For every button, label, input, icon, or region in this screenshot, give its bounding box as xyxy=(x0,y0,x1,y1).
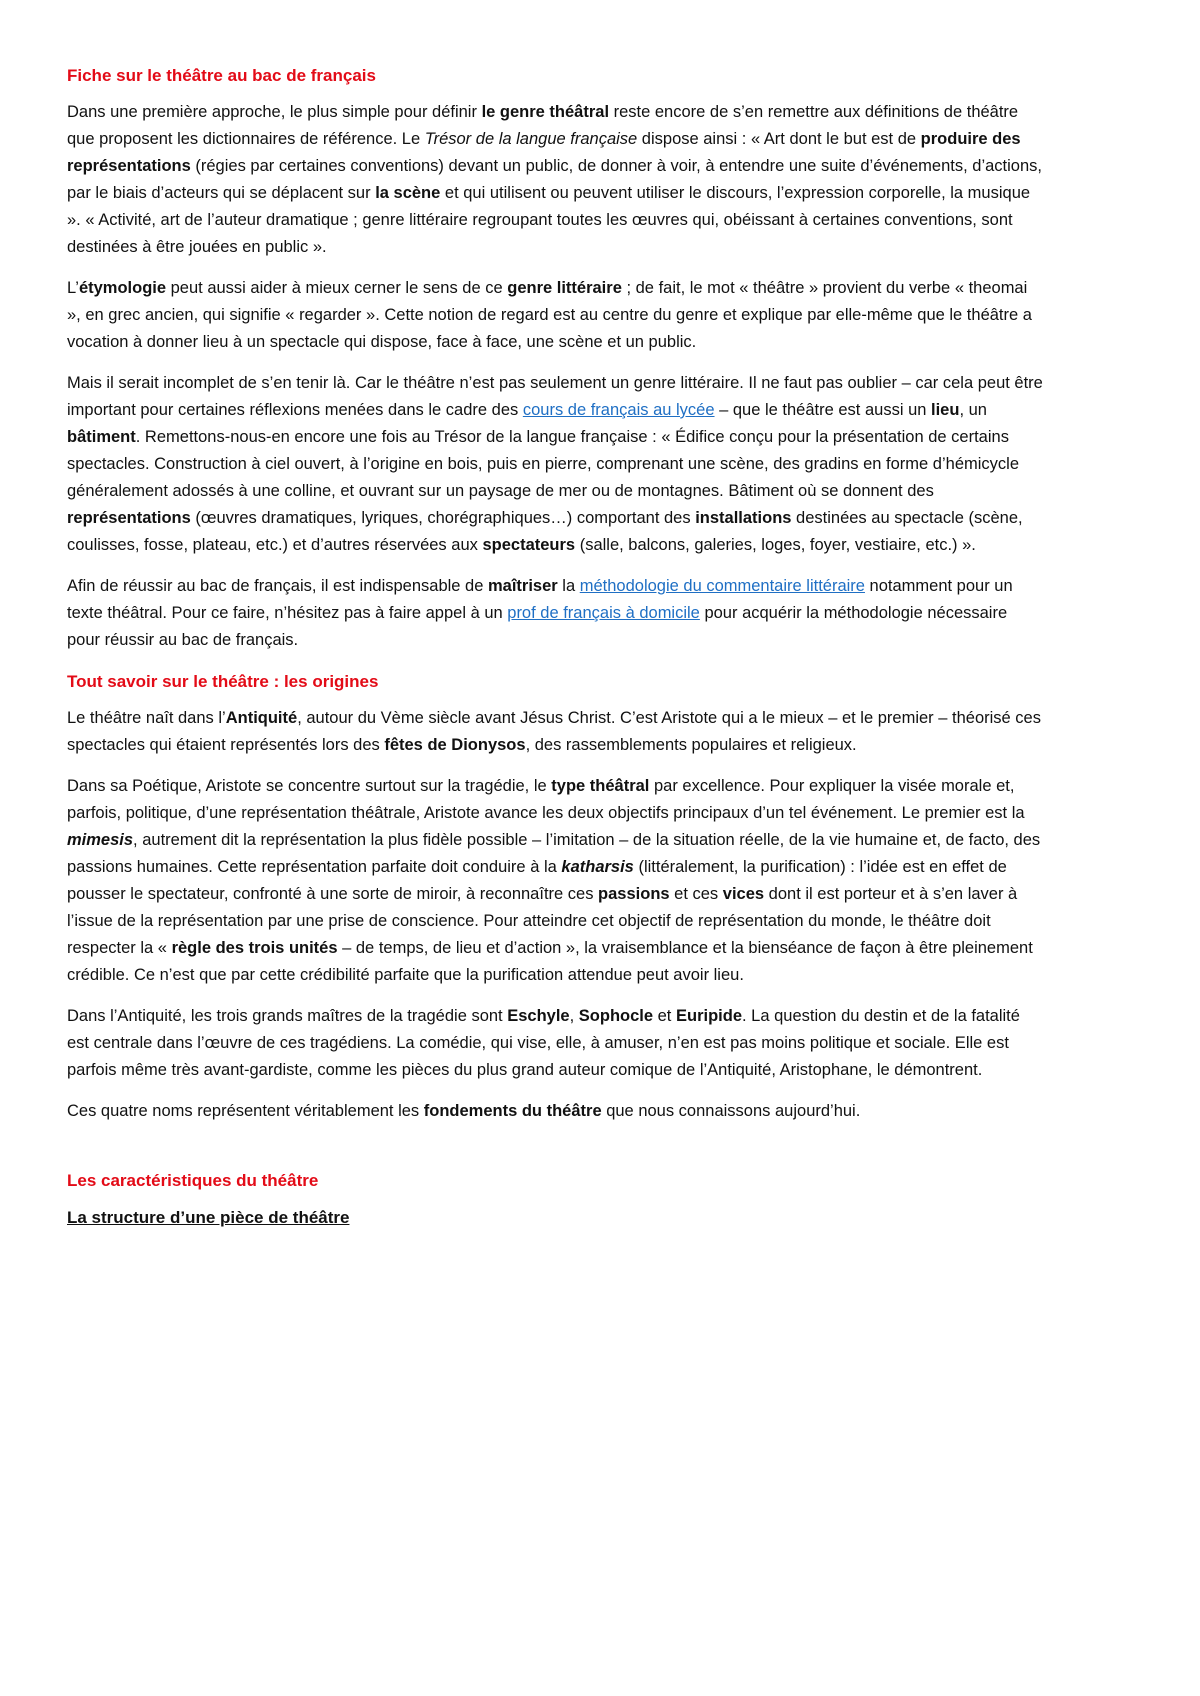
paragraph-definition: Dans une première approche, le plus simple pour définir le genre théâtral reste encore de s’en remettre aux définitions de théâtre que proposent les dictionnaires de référence. Le Trésor de la langue française dispose ainsi : « Art dont le but est de produire des représentations (régies par certaines conventions) devant un public, de donner à voir, à entendre une suite d’événements, d’actions, par le biais d’acteurs qui se déplacent sur la scène et qui utilisent ou peuvent utiliser le discours, l’expression corporelle, la musique ». « Activité, art de l’auteur dramatique ; genre littéraire regroupant toutes les œuvres qui, obéissant à certaines conventions, sont destinées à être jouées en public ». xyxy=(67,103,1042,256)
paragraph-bac: Afin de réussir au bac de français, il est indispensable de maîtriser la méthodologie du commentaire littéraire notamment pour un texte théâtral. Pour ce faire, n’hésitez pas à faire appel à un prof de français à domicile pour acquérir la méthodologie nécessaire pour réussir au bac de français. xyxy=(67,577,1013,649)
heading-caracteristiques: Les caractéristiques du théâtre xyxy=(67,1171,319,1190)
heading-structure-piece: La structure d’une pièce de théâtre xyxy=(67,1208,350,1227)
heading-origines: Tout savoir sur le théâtre : les origines xyxy=(67,672,379,691)
spacer xyxy=(67,1139,1044,1167)
paragraph-antiquite: Le théâtre naît dans l’Antiquité, autour du Vème siècle avant Jésus Christ. C’est Aristote qui a le mieux – et le premier – théorisé ces spectacles qui étaient représentés lors des fêtes de Dionysos, des rassemblements populaires et religieux. xyxy=(67,709,1041,754)
paragraph-fondements: Ces quatre noms représentent véritablement les fondements du théâtre que nous connaissons aujourd’hui. xyxy=(67,1102,861,1120)
heading-fiche-theatre: Fiche sur le théâtre au bac de français xyxy=(67,66,376,85)
paragraph-lieu: Mais il serait incomplet de s’en tenir là. Car le théâtre n’est pas seulement un genre littéraire. Il ne faut pas oublier – car cela peut être important pour certaines réflexions menées dans le cadre des cours de français au lycée – que le théâtre est aussi un lieu, un bâtiment. Remettons-nous-en encore une fois au Trésor de la langue française : « Édifice conçu pour la présentation de certains spectacles. Construction à ciel ouvert, à l’origine en bois, puis en pierre, comprenant une scène, des gradins en forme d’hémicycle généralement adossés à une colline, et ouvrant sur un paysage de mer ou de montagnes. Bâtiment où se donnent des représentations (œuvres dramatiques, lyriques, chorégraphiques…) comportant des installations destinées au spectacle (scène, coulisses, fosse, plateau, etc.) et d’autres réservées aux spectateurs (salle, balcons, galeries, loges, foyer, vestiaire, etc.) ». xyxy=(67,374,1043,554)
link-methodologie-commentaire[interactable]: méthodologie du commentaire littéraire xyxy=(579,577,865,595)
paragraph-etymologie: L’étymologie peut aussi aider à mieux cerner le sens de ce genre littéraire ; de fait, le mot « théâtre » provient du verbe « theomai », en grec ancien, qui signifie « regarder ». Cette notion de regard est au centre du genre et explique par elle-même que le théâtre a vocation à donner lieu à un spectacle qui dispose, face à face, une scène et un public. xyxy=(67,279,1032,351)
paragraph-poetique: Dans sa Poétique, Aristote se concentre surtout sur la tragédie, le type théâtral par excellence. Pour expliquer la visée morale et, parfois, politique, d’une représentation théâtrale, Aristote avance les deux objectifs principaux d’un tel événement. Le premier est la mimesis, autrement dit la représentation la plus fidèle possible – l’imitation – de la situation réelle, de la vie humaine et, de facto, des passions humaines. Cette représentation parfaite doit conduire à la katharsis (littéralement, la purification) : l’idée est en effet de pousser le spectateur, confronté à une sorte de miroir, à reconnaître ces passions et ces vices dont il est porteur et à s’en laver à l’issue de la représentation par une prise de conscience. Pour atteindre cet objectif de représentation du monde, le théâtre doit respecter la « règle des trois unités – de temps, de lieu et d’action », la vraisemblance et la bienséance de façon à être pleinement crédible. Ce n’est que par cette crédibilité parfaite que la purification attendue peut avoir lieu. xyxy=(67,777,1041,984)
link-cours-francais-lycee[interactable]: cours de français au lycée xyxy=(522,401,715,419)
link-prof-francais-domicile[interactable]: prof de français à domicile xyxy=(507,604,700,622)
paragraph-tragediens: Dans l’Antiquité, les trois grands maîtres de la tragédie sont Eschyle, Sophocle et Euripide. La question du destin et de la fatalité est centrale dans l’œuvre de ces tragédiens. La comédie, qui vise, elle, à amuser, n’en est pas moins politique et sociale. Elle est parfois même très avant-gardiste, comme les pièces du plus grand auteur comique de l’Antiquité, Aristophane, le démontrent. xyxy=(67,1007,1020,1079)
